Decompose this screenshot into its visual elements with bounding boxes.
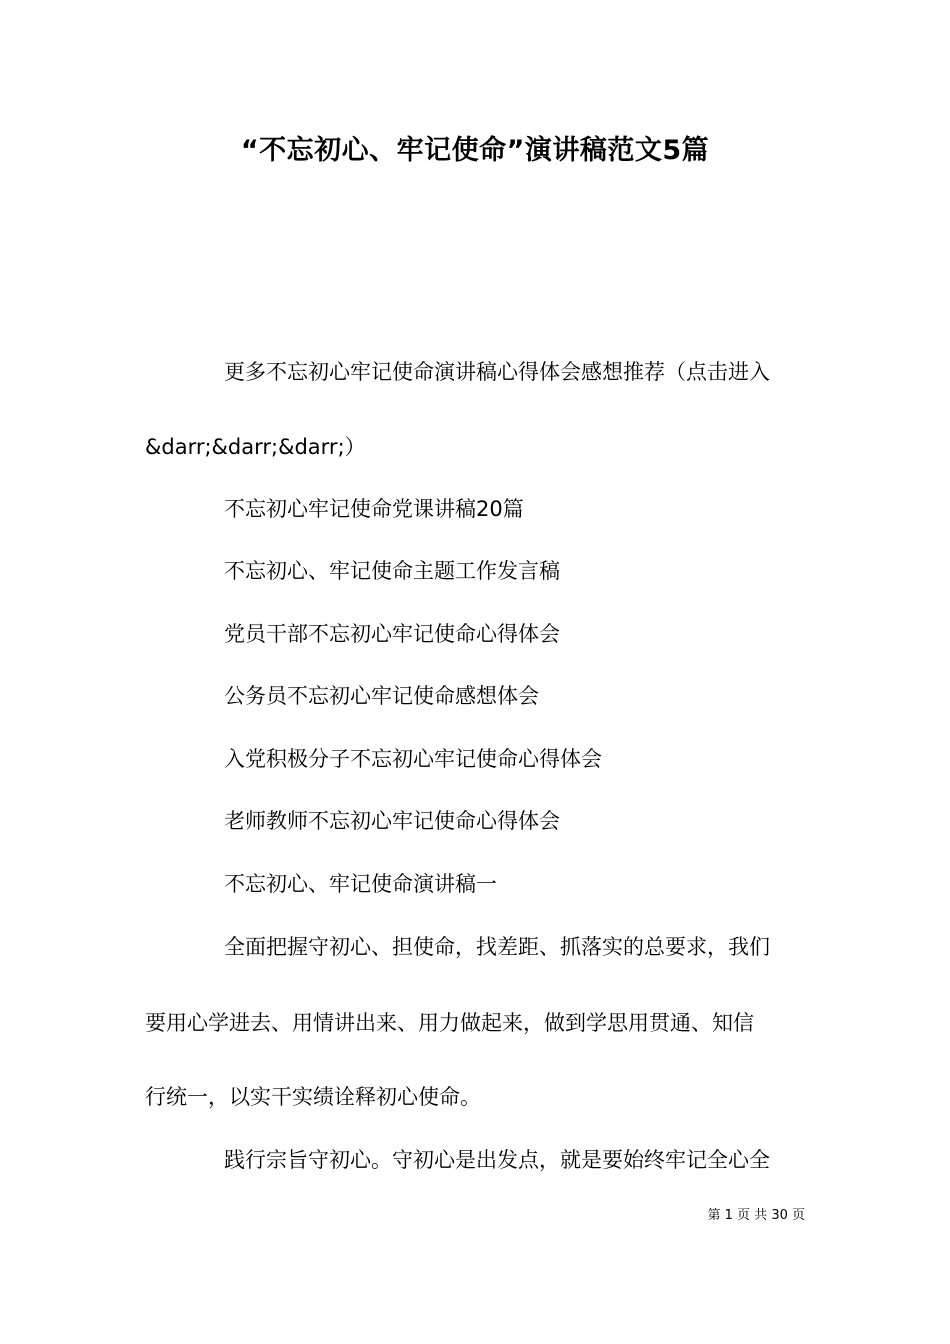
paragraph-line: 更多不忘初心牢记使命演讲稿心得体会感想推荐（点击进入: [224, 360, 770, 384]
list-item: 党员干部不忘初心牢记使命心得体会: [224, 622, 560, 646]
section-heading: 不忘初心、牢记使命演讲稿一: [224, 872, 497, 896]
list-item: 公务员不忘初心牢记使命感想体会: [224, 684, 539, 708]
list-item: 入党积极分子不忘初心牢记使命心得体会: [224, 747, 602, 771]
paragraph-line: 行统一，以实干实绩诠释初心使命。: [145, 1085, 481, 1109]
paragraph-line: 践行宗旨守初心。守初心是出发点，就是要始终牢记全心全: [224, 1148, 770, 1172]
paragraph-line: 全面把握守初心、担使命，找差距、抓落实的总要求，我们: [224, 935, 770, 959]
list-item: 不忘初心牢记使命党课讲稿20篇: [224, 497, 524, 521]
list-item: 不忘初心、牢记使命主题工作发言稿: [224, 559, 560, 583]
list-item: 老师教师不忘初心牢记使命心得体会: [224, 809, 560, 833]
document-title: “不忘初心、牢记使命”演讲稿范文5篇: [240, 135, 710, 166]
paragraph-line: &darr;&darr;&darr;）: [145, 435, 366, 459]
page-number-footer: 第 1 页 共 30 页: [707, 1208, 805, 1223]
paragraph-line: 要用心学进去、用情讲出来、用力做起来，做到学思用贯通、知信: [145, 1011, 754, 1035]
